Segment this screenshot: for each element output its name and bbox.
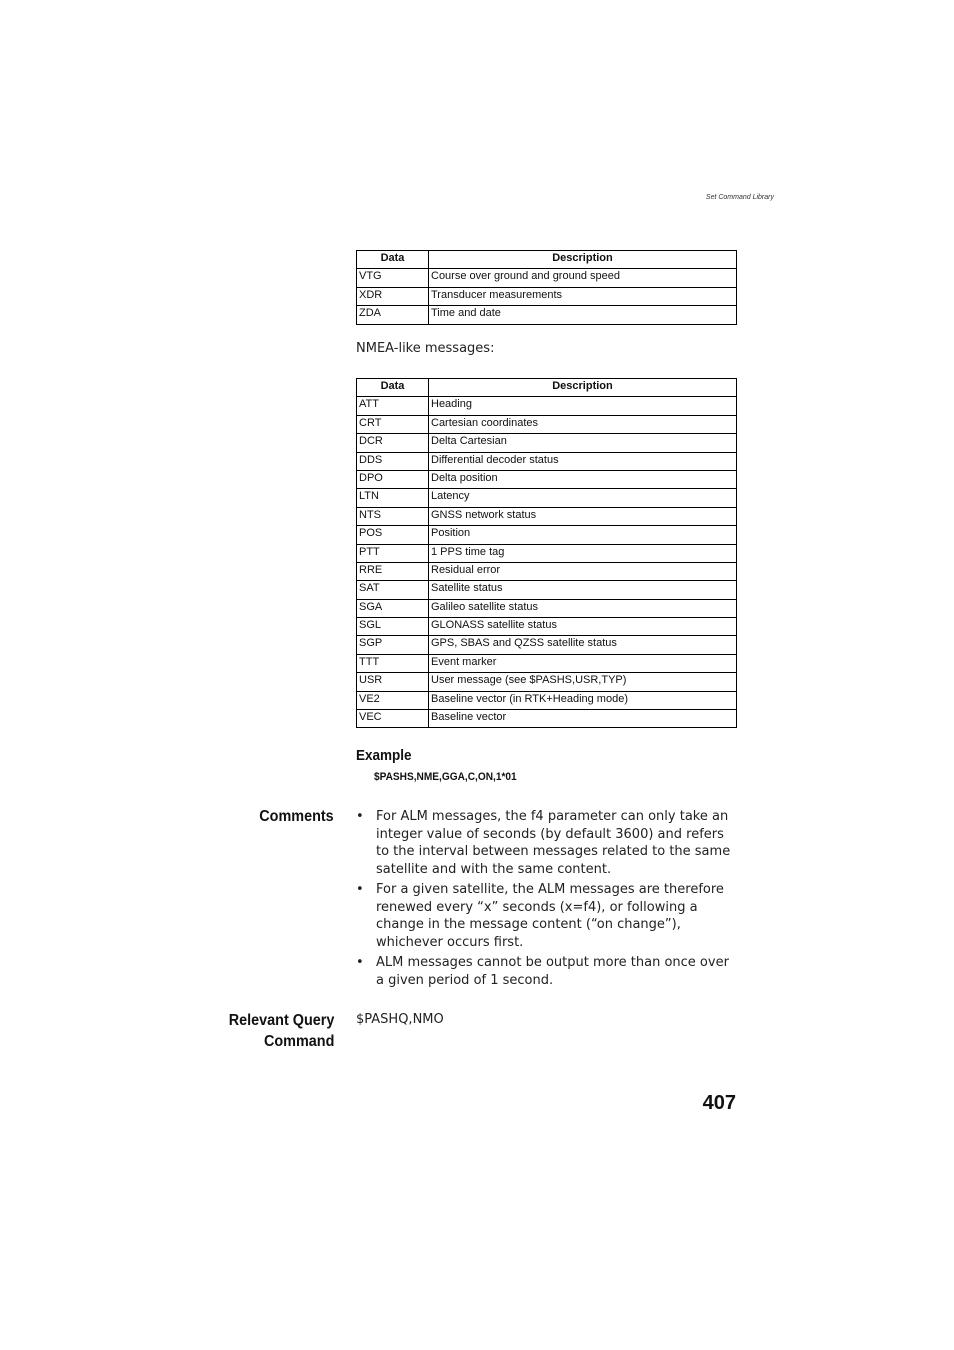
cell-description: Baseline vector (in RTK+Heading mode) xyxy=(429,691,737,709)
cell-data: XDR xyxy=(357,287,429,305)
cell-description: 1 PPS time tag xyxy=(429,544,737,562)
table-row xyxy=(357,544,737,562)
bullet-icon: • xyxy=(356,809,364,824)
relevant-query-heading-line2: Command xyxy=(263,1033,334,1050)
table-row xyxy=(357,287,737,305)
table-row xyxy=(357,710,737,728)
comments-heading: Comments xyxy=(259,808,334,825)
cell-data: TTT xyxy=(357,654,429,672)
cell-data: SAT xyxy=(357,581,429,599)
table-row xyxy=(357,507,737,525)
cell-description: Residual error xyxy=(429,562,737,580)
example-heading: Example xyxy=(356,747,412,764)
table-row xyxy=(357,397,737,415)
list-item xyxy=(356,808,736,878)
table-row xyxy=(357,654,737,672)
cell-data: SGL xyxy=(357,618,429,636)
nmea-like-messages-table xyxy=(356,378,737,728)
cell-description: Galileo satellite status xyxy=(429,599,737,617)
cell-description: Baseline vector xyxy=(429,710,737,728)
cell-description: Position xyxy=(429,526,737,544)
relevant-query-heading-line1: Relevant Query xyxy=(228,1012,334,1029)
cell-data: RRE xyxy=(357,562,429,580)
cell-data: VE2 xyxy=(357,691,429,709)
relevant-query-heading xyxy=(228,1010,334,1052)
table-row xyxy=(357,599,737,617)
cell-data: VEC xyxy=(357,710,429,728)
relevant-query-command: $PASHQ,NMO xyxy=(356,1012,444,1027)
table-row xyxy=(357,269,737,287)
cell-description: Latency xyxy=(429,489,737,507)
cell-data: DPO xyxy=(357,470,429,488)
table-row xyxy=(357,434,737,452)
list-item xyxy=(356,954,736,989)
cell-data: VTG xyxy=(357,269,429,287)
comment-text: For ALM messages, the f4 parameter can only take an integer value of seconds (by default 3600) and refers to the interval between messages related to the same satellite and with the same content. xyxy=(376,809,731,877)
column-header-data: Data xyxy=(357,379,429,397)
table-row xyxy=(357,618,737,636)
comment-text: ALM messages cannot be output more than once over a given period of 1 second. xyxy=(376,955,729,988)
cell-description: User message (see $PASHS,USR,TYP) xyxy=(429,673,737,691)
bullet-icon: • xyxy=(356,955,364,970)
running-head: Set Command Library xyxy=(705,194,774,201)
cell-data: DDS xyxy=(357,452,429,470)
table-row xyxy=(357,306,737,324)
table-row xyxy=(357,636,737,654)
cell-data: NTS xyxy=(357,507,429,525)
cell-description: Heading xyxy=(429,397,737,415)
column-header-description: Description xyxy=(429,251,737,269)
comment-text: For a given satellite, the ALM messages are therefore renewed every “x” seconds (x=f4), or following a change in the message content (“on change”), whichever occurs first. xyxy=(376,882,724,950)
table-row xyxy=(357,691,737,709)
cell-description: Course over ground and ground speed xyxy=(429,269,737,287)
cell-description: Delta Cartesian xyxy=(429,434,737,452)
table-row xyxy=(357,581,737,599)
cell-description: GLONASS satellite status xyxy=(429,618,737,636)
cell-description: Time and date xyxy=(429,306,737,324)
page-number: 407 xyxy=(702,1092,736,1114)
list-item xyxy=(356,881,736,951)
cell-description: Satellite status xyxy=(429,581,737,599)
table-row xyxy=(357,526,737,544)
table-row xyxy=(357,415,737,433)
table-row xyxy=(357,452,737,470)
table-row xyxy=(357,673,737,691)
column-header-data: Data xyxy=(357,251,429,269)
cell-data: ZDA xyxy=(357,306,429,324)
table-row xyxy=(357,489,737,507)
cell-data: CRT xyxy=(357,415,429,433)
cell-data: POS xyxy=(357,526,429,544)
table-header-row xyxy=(357,379,737,397)
cell-data: ATT xyxy=(357,397,429,415)
cell-data: LTN xyxy=(357,489,429,507)
cell-description: Event marker xyxy=(429,654,737,672)
cell-description: GPS, SBAS and QZSS satellite status xyxy=(429,636,737,654)
cell-description: Cartesian coordinates xyxy=(429,415,737,433)
cell-description: Delta position xyxy=(429,470,737,488)
cell-data: USR xyxy=(357,673,429,691)
cell-description: GNSS network status xyxy=(429,507,737,525)
cell-data: SGP xyxy=(357,636,429,654)
cell-description: Differential decoder status xyxy=(429,452,737,470)
cell-description: Transducer measurements xyxy=(429,287,737,305)
table-header-row xyxy=(357,251,737,269)
cell-data: PTT xyxy=(357,544,429,562)
bullet-icon: • xyxy=(356,882,364,897)
nmea-like-messages-intro: NMEA-like messages: xyxy=(356,341,495,356)
nmea-messages-table-continued xyxy=(356,250,737,325)
comments-list xyxy=(356,808,736,992)
cell-data: DCR xyxy=(357,434,429,452)
table-row xyxy=(357,562,737,580)
cell-data: SGA xyxy=(357,599,429,617)
example-command: $PASHS,NME,GGA,C,ON,1*01 xyxy=(374,771,517,783)
column-header-description: Description xyxy=(429,379,737,397)
table-row xyxy=(357,470,737,488)
